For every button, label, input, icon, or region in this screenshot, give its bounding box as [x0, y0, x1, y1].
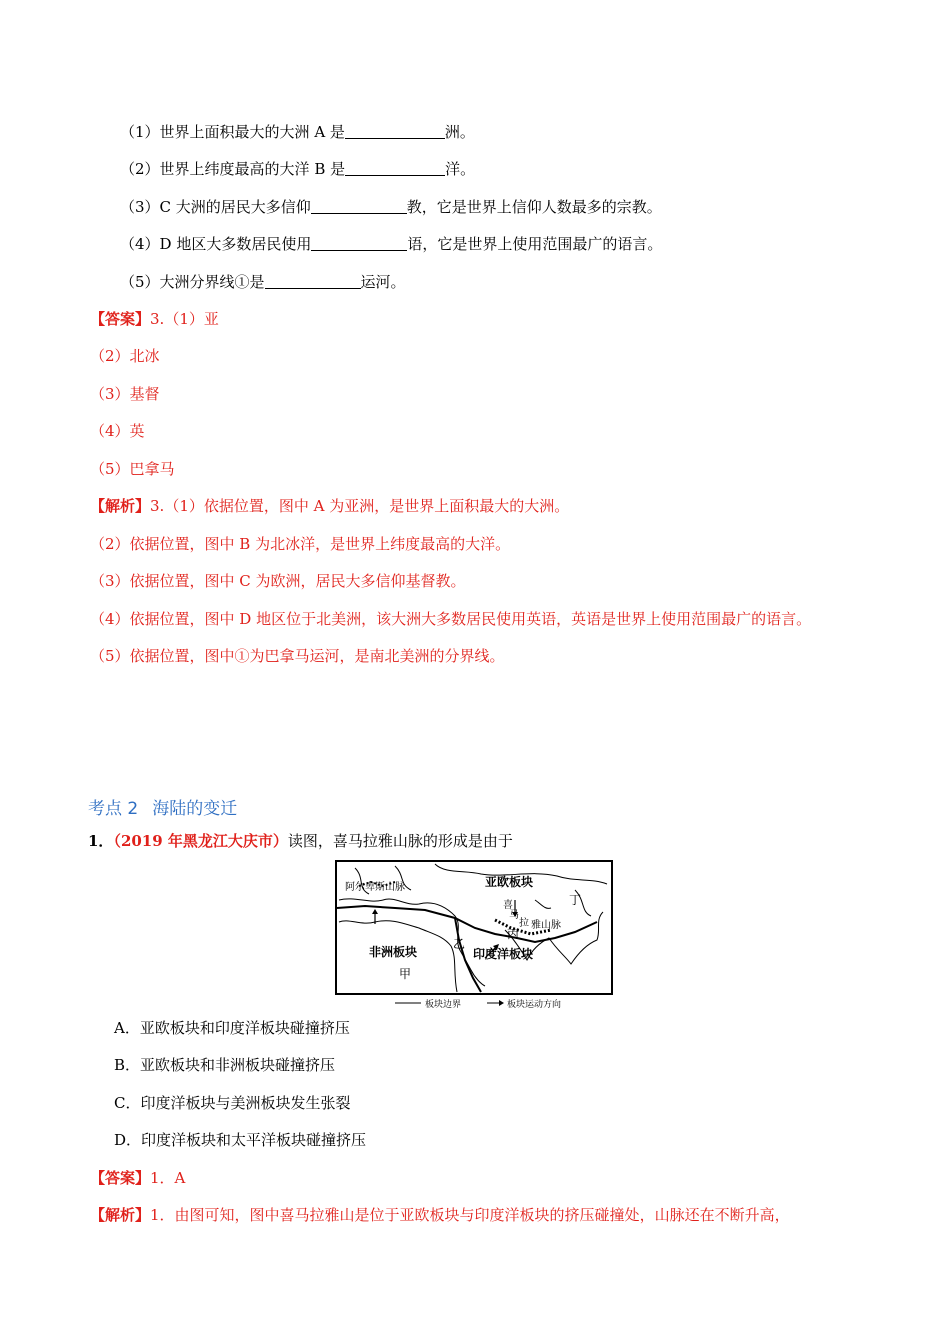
- answer-line: 【答案】1．A: [90, 1169, 186, 1187]
- label-himalaya: 马: [509, 910, 519, 921]
- analysis-line: （2）依据位置，图中 B 为北冰洋，是世界上纬度最高的大洋。: [90, 535, 511, 553]
- question-part-4: （4）D 地区大多数居民使用 语，它是世界上使用范围最广的语言。: [120, 235, 663, 253]
- answer-blank[interactable]: [265, 272, 361, 289]
- answer-line: （3）基督: [90, 385, 160, 403]
- question-part-5: （5）大洲分界线①是 运河。: [120, 273, 406, 291]
- question-part-3: （3）C 大洲的居民大多信仰 教，它是世界上信仰人数最多的宗教。: [120, 198, 662, 216]
- option-d[interactable]: D．印度洋板块和太平洋板块碰撞挤压: [114, 1131, 367, 1149]
- option-c[interactable]: C．印度洋板块与美洲板块发生张裂: [114, 1094, 351, 1112]
- legend-arrow-head: [499, 1000, 504, 1006]
- analysis-line: 【解析】3.（1）依据位置，图中 A 为亚洲，是世界上面积最大的大洲。: [90, 497, 570, 515]
- answer-blank[interactable]: [345, 159, 445, 176]
- option-b[interactable]: B．亚欧板块和非洲板块碰撞挤压: [114, 1056, 336, 1074]
- label-himalaya: 雅山脉: [531, 920, 561, 931]
- label-ding: 丁: [569, 893, 582, 907]
- answer-line: （2）北冰: [90, 347, 160, 365]
- plate-map: [335, 860, 615, 1012]
- question-part-2: （2）世界上纬度最高的大洋 B 是 洋。: [120, 160, 476, 178]
- answer-blank[interactable]: [311, 234, 407, 251]
- label-himalaya: 拉: [519, 918, 529, 929]
- label-bing: 丙: [507, 927, 520, 941]
- answer-line: 【答案】3.（1）亚: [90, 310, 219, 328]
- label-yi: 乙: [453, 937, 466, 951]
- answer-line: （4）英: [90, 422, 145, 440]
- analysis-line: （3）依据位置，图中 C 为欧洲，居民大多信仰基督教。: [90, 572, 466, 590]
- section-heading: [88, 794, 251, 819]
- label-indian: 印度洋板块: [473, 947, 534, 961]
- analysis-line: （4）依据位置，图中 D 地区位于北美洲，该大洲大多数居民使用英语，英语是世界上使用范围最广的语言。: [90, 610, 812, 628]
- option-a[interactable]: A．亚欧板块和印度洋板块碰撞挤压: [114, 1019, 350, 1037]
- question-part-1: （1）世界上面积最大的大洲 A 是 洲。: [120, 123, 475, 141]
- analysis-line: 【解析】1．由图可知，图中喜马拉雅山是位于亚欧板块与印度洋板块的挤压碰撞处，山脉还在不断升高，: [90, 1206, 790, 1224]
- section-title: 海陆的变迁: [152, 799, 238, 819]
- answer-line: （5）巴拿马: [90, 460, 175, 478]
- label-alps: 阿尔卑斯山脉: [345, 882, 405, 893]
- answer-blank[interactable]: [311, 197, 407, 214]
- analysis-line: （5）依据位置，图中①为巴拿马运河，是南北美洲的分界线。: [90, 647, 505, 665]
- question-source: （2019 年黑龙江大庆市）: [113, 832, 288, 850]
- label-jia: 甲: [399, 967, 412, 981]
- legend-boundary: 板块边界: [425, 1000, 462, 1010]
- label-eurasia: 亚欧板块: [485, 875, 534, 889]
- label-himalaya: 喜: [503, 900, 513, 911]
- section-number: 考点 2: [88, 799, 139, 819]
- legend-direction: 板块运动方向: [507, 1000, 562, 1010]
- answer-blank[interactable]: [345, 122, 445, 139]
- label-africa: 非洲板块: [369, 945, 418, 959]
- question-stem: 1．（2019 年黑龙江大庆市）读图，喜马拉雅山脉的形成是由于: [88, 832, 513, 850]
